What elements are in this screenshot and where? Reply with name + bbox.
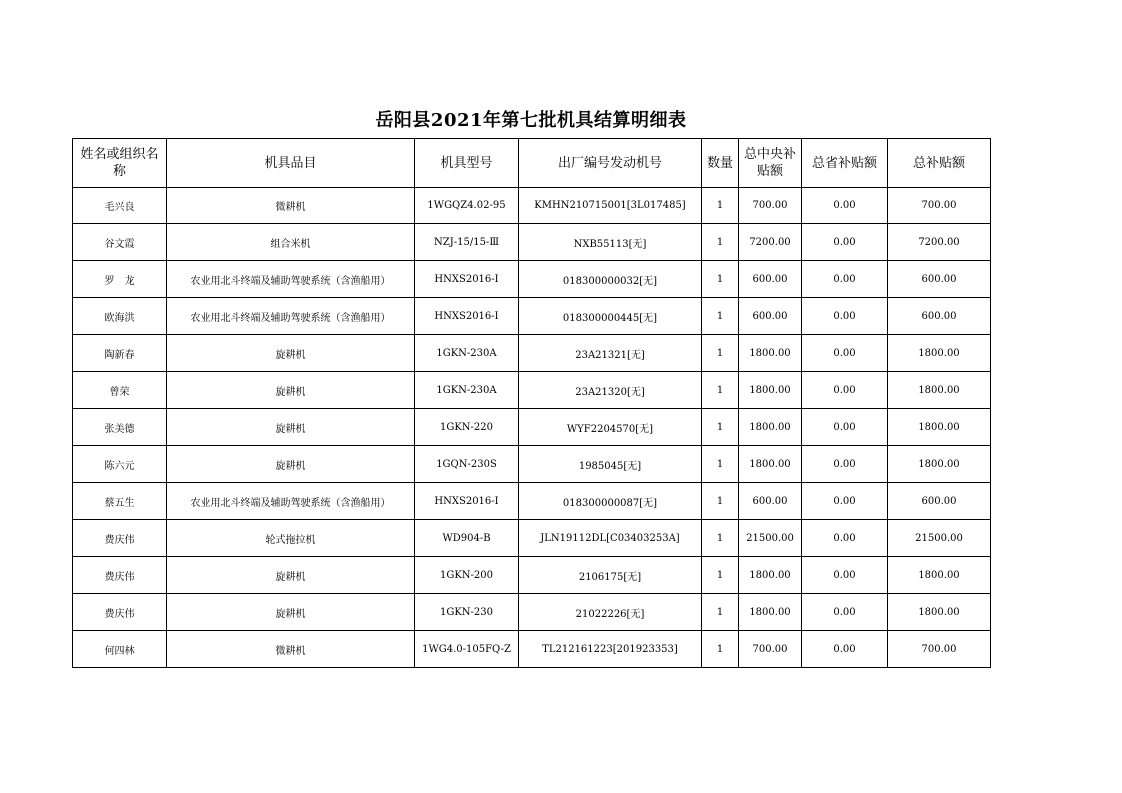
cell-provincial-subsidy: 0.00 [802, 557, 888, 594]
cell-name: 谷文霞 [73, 224, 167, 261]
cell-quantity: 1 [702, 224, 739, 261]
cell-category: 农业用北斗终端及辅助驾驶系统（含渔船用） [167, 261, 415, 298]
cell-serial: NXB55113[无] [519, 224, 702, 261]
cell-serial: WYF2204570[无] [519, 409, 702, 446]
cell-quantity: 1 [702, 520, 739, 557]
header-name: 姓名或组织名称 [73, 139, 167, 188]
cell-category: 旋耕机 [167, 446, 415, 483]
cell-provincial-subsidy: 0.00 [802, 372, 888, 409]
cell-category: 旋耕机 [167, 557, 415, 594]
cell-category: 轮式拖拉机 [167, 520, 415, 557]
cell-name: 曾荣 [73, 372, 167, 409]
cell-quantity: 1 [702, 335, 739, 372]
cell-total-subsidy: 600.00 [888, 261, 991, 298]
cell-model: WD904-B [415, 520, 519, 557]
cell-central-subsidy: 7200.00 [739, 224, 802, 261]
cell-provincial-subsidy: 0.00 [802, 520, 888, 557]
table-row [73, 298, 991, 335]
cell-category: 旋耕机 [167, 594, 415, 631]
cell-total-subsidy: 1800.00 [888, 557, 991, 594]
page-title: 岳阳县2021年第七批机具结算明细表 [375, 110, 687, 131]
cell-serial: TL212161223[201923353] [519, 631, 702, 668]
cell-model: HNXS2016-I [415, 298, 519, 335]
cell-category: 旋耕机 [167, 335, 415, 372]
cell-provincial-subsidy: 0.00 [802, 631, 888, 668]
cell-total-subsidy: 21500.00 [888, 520, 991, 557]
cell-quantity: 1 [702, 372, 739, 409]
cell-category: 组合米机 [167, 224, 415, 261]
header-total-subsidy: 总补贴额 [888, 139, 991, 188]
cell-central-subsidy: 600.00 [739, 298, 802, 335]
cell-model: 1WG4.0-105FQ-Z [415, 631, 519, 668]
cell-quantity: 1 [702, 594, 739, 631]
cell-serial: 21022226[无] [519, 594, 702, 631]
cell-total-subsidy: 700.00 [888, 188, 991, 224]
header-model: 机具型号 [415, 139, 519, 188]
cell-serial: 018300000087[无] [519, 483, 702, 520]
table-row [73, 335, 991, 372]
cell-quantity: 1 [702, 188, 739, 224]
cell-model: 1GKN-230 [415, 594, 519, 631]
cell-provincial-subsidy: 0.00 [802, 446, 888, 483]
cell-name: 费庆伟 [73, 520, 167, 557]
table-row [73, 261, 991, 298]
cell-model: HNXS2016-I [415, 483, 519, 520]
cell-quantity: 1 [702, 409, 739, 446]
cell-name: 费庆伟 [73, 594, 167, 631]
cell-name: 罗 龙 [73, 261, 167, 298]
cell-central-subsidy: 1800.00 [739, 594, 802, 631]
cell-provincial-subsidy: 0.00 [802, 298, 888, 335]
cell-name: 费庆伟 [73, 557, 167, 594]
cell-total-subsidy: 1800.00 [888, 409, 991, 446]
cell-total-subsidy: 7200.00 [888, 224, 991, 261]
cell-name: 陈六元 [73, 446, 167, 483]
table-row [73, 446, 991, 483]
cell-quantity: 1 [702, 483, 739, 520]
cell-total-subsidy: 1800.00 [888, 372, 991, 409]
cell-name: 蔡五生 [73, 483, 167, 520]
cell-model: 1GQN-230S [415, 446, 519, 483]
cell-serial: 1985045[无] [519, 446, 702, 483]
cell-quantity: 1 [702, 631, 739, 668]
cell-serial: 23A21321[无] [519, 335, 702, 372]
cell-model: HNXS2016-I [415, 261, 519, 298]
header-central-subsidy: 总中央补贴额 [739, 139, 802, 188]
cell-total-subsidy: 1800.00 [888, 335, 991, 372]
cell-name: 欧海洪 [73, 298, 167, 335]
cell-provincial-subsidy: 0.00 [802, 261, 888, 298]
cell-central-subsidy: 700.00 [739, 188, 802, 224]
cell-serial: JLN19112DL[C03403253A] [519, 520, 702, 557]
cell-name: 何四林 [73, 631, 167, 668]
cell-model: NZJ-15/15-Ⅲ [415, 224, 519, 261]
table-row [73, 631, 991, 668]
table-row [73, 483, 991, 520]
cell-central-subsidy: 1800.00 [739, 409, 802, 446]
cell-central-subsidy: 600.00 [739, 483, 802, 520]
table-row [73, 409, 991, 446]
table-header-row [73, 139, 991, 188]
cell-name: 张美德 [73, 409, 167, 446]
header-category: 机具品目 [167, 139, 415, 188]
cell-provincial-subsidy: 0.00 [802, 483, 888, 520]
cell-model: 1GKN-230A [415, 335, 519, 372]
cell-quantity: 1 [702, 261, 739, 298]
cell-total-subsidy: 1800.00 [888, 594, 991, 631]
cell-provincial-subsidy: 0.00 [802, 409, 888, 446]
table-row [73, 557, 991, 594]
cell-serial: 018300000032[无] [519, 261, 702, 298]
cell-category: 旋耕机 [167, 409, 415, 446]
cell-central-subsidy: 1800.00 [739, 557, 802, 594]
cell-category: 微耕机 [167, 188, 415, 224]
cell-provincial-subsidy: 0.00 [802, 224, 888, 261]
cell-quantity: 1 [702, 446, 739, 483]
cell-model: 1GKN-200 [415, 557, 519, 594]
cell-total-subsidy: 600.00 [888, 298, 991, 335]
settlement-table [72, 138, 991, 668]
cell-quantity: 1 [702, 298, 739, 335]
cell-central-subsidy: 1800.00 [739, 372, 802, 409]
cell-total-subsidy: 700.00 [888, 631, 991, 668]
cell-serial: 23A21320[无] [519, 372, 702, 409]
cell-category: 旋耕机 [167, 372, 415, 409]
cell-quantity: 1 [702, 557, 739, 594]
cell-category: 农业用北斗终端及辅助驾驶系统（含渔船用） [167, 298, 415, 335]
header-serial: 出厂编号发动机号 [519, 139, 702, 188]
cell-serial: KMHN210715001[3L017485] [519, 188, 702, 224]
cell-model: 1WGQZ4.02-95 [415, 188, 519, 224]
cell-central-subsidy: 700.00 [739, 631, 802, 668]
cell-model: 1GKN-230A [415, 372, 519, 409]
cell-central-subsidy: 1800.00 [739, 335, 802, 372]
cell-model: 1GKN-220 [415, 409, 519, 446]
cell-serial: 2106175[无] [519, 557, 702, 594]
cell-provincial-subsidy: 0.00 [802, 188, 888, 224]
cell-provincial-subsidy: 0.00 [802, 335, 888, 372]
cell-central-subsidy: 21500.00 [739, 520, 802, 557]
cell-provincial-subsidy: 0.00 [802, 594, 888, 631]
cell-total-subsidy: 600.00 [888, 483, 991, 520]
header-quantity: 数量 [702, 139, 739, 188]
cell-category: 农业用北斗终端及辅助驾驶系统（含渔船用） [167, 483, 415, 520]
cell-name: 毛兴良 [73, 188, 167, 224]
table-row [73, 520, 991, 557]
cell-serial: 018300000445[无] [519, 298, 702, 335]
cell-total-subsidy: 1800.00 [888, 446, 991, 483]
cell-central-subsidy: 600.00 [739, 261, 802, 298]
table-row [73, 224, 991, 261]
table-row [73, 372, 991, 409]
header-provincial-subsidy: 总省补贴额 [802, 139, 888, 188]
cell-category: 微耕机 [167, 631, 415, 668]
cell-central-subsidy: 1800.00 [739, 446, 802, 483]
table-row [73, 188, 991, 224]
cell-name: 陶新春 [73, 335, 167, 372]
table-row [73, 594, 991, 631]
